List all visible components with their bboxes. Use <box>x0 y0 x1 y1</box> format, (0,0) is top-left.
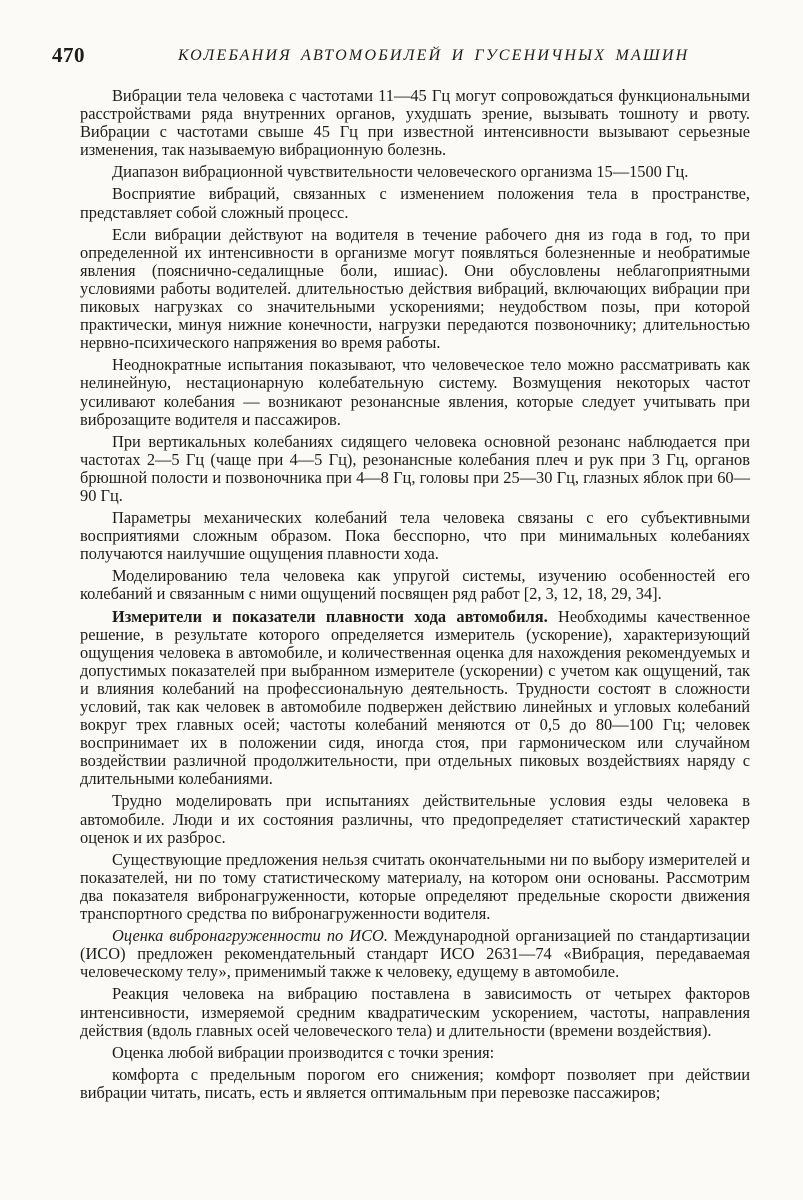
paragraph: Трудно моделировать при испытаниях действительные условия езды человека в автомобиле. Люди и их состояния различны, что предопределяет статистический характер оценок и их разброс. <box>80 791 750 847</box>
paragraph: Существующие предложения нельзя считать окончательными ни по выбору измерителей и показателей, ни по тому статистическому материалу, на котором они основаны. Рассмотрим два показателя вибронагруженности, которые определяют предельные скорости движения транспортного средства по вибронагруженности водителя. <box>80 849 750 924</box>
section-paragraph: Измерители и показатели плавности хода автомобиля. Необходимы качественное решение, в результате которого определяется измеритель (ускорение), характеризующий ощущения человека в автомобиле, и количественная оценка для нахождения рекомендуемых и допустимых показателей при выбранном измерителе (ускорении) с учетом как ощущений, так и влияния колебаний на профессиональную деятельность. Трудности состоят в сложности условий, так как человек в автомобиле подвержен действию линейных и угловых колебаний вокруг трех главных осей; частоты колебаний меняются от 0,5 до 80—100 Гц; человек воспринимает их в положении сидя, иногда стоя, при гармоническом или случайном воздействии различной продолжительности, при отдельных пиковых воздействиях наряду с длительными колебаниями. <box>80 606 751 789</box>
page-header <box>52 43 752 75</box>
paragraph: Диапазон вибрационной чувствительности человеческого организма 15—1500 Гц. <box>112 162 689 182</box>
paragraph: Вибрации тела человека с частотами 11—45 Гц могут сопровождаться функциональными расстройствами ряда внутренних органов, ухудшать зрение, вызывать тошноту и рвоту. Вибрации с частотами свыше 45 Гц при известной интенсивности вызывают серьезные изменения, так называемую вибрационную болезнь. <box>80 86 750 160</box>
paragraph: Восприятие вибраций, связанных с изменением положения тела в пространстве, представляет собой сложный процесс. <box>80 184 750 222</box>
paragraph: Параметры механических колебаний тела человека связаны с его субъективными восприятиями сложным образом. Пока бесспорно, что при минимальных колебаниях получаются наилучшие ощущения плавности хода. <box>80 508 750 564</box>
paragraph: При вертикальных колебаниях сидящего человека основной резонанс наблюдается при частотах 2—5 Гц (чаще при 4—5 Гц), резонансные колебания плеч и рук при 3 Гц, органов брюшной полости и позвоночника при 4—8 Гц, головы при 25—30 Гц, глазных яблок при 60—90 Гц. <box>80 431 750 505</box>
paragraph: Моделированию тела человека как упругой системы, изучению особенностей его колебаний и связанным с ними ощущений посвящен ряд работ [2, 3, 12, 18, 29, 34]. <box>80 566 750 604</box>
list-item: комфорта с предельным порогом его снижения; комфорт позволяет при действии вибрации читать, писать, есть и является оптимальным при перевозке пассажиров; <box>80 1064 750 1102</box>
paragraph: Неоднократные испытания показывают, что человеческое тело можно рассматривать как нелинейную, нестационарную колебательную систему. Возмущения некоторых частот усиливают колебания — возникают резонансные явления, которые следует учитывать при виброзащите водителя и пассажиров. <box>80 355 750 429</box>
section-heading: Измерители и показатели плавности хода автомобиля. <box>112 606 548 626</box>
subsection-heading: Оценка вибронагруженности по ИСО. <box>112 926 388 946</box>
page-number: 470 <box>52 43 85 67</box>
paragraph: Оценка любой вибрации производится с точки зрения: <box>112 1042 495 1062</box>
paragraph: Если вибрации действуют на водителя в течение рабочего дня из года в год, то при определенной их интенсивности в организме могут появляться болезненные и необратимые явления (пояснично-седалищные боли, ишиас). Они обусловлены неблагоприятными условиями работы водителей. длительностью действия вибраций, включающих вибрации при пиковых нагрузках со значительными ускорениями; неудобством позы, при которой практически, минуя нижние конечности, нагрузки передаются позвоночнику; длительностью нервно-психического напряжения во время работы. <box>80 224 750 353</box>
paragraph: Реакция человека на вибрацию поставлена в зависимость от четырех факторов интенсивности, измеряемой средним квадратическим ускорением, частоты, направления действия (вдоль главных осей человеческого тела) и длительности (времени воздействия). <box>80 984 750 1040</box>
body-text <box>80 87 750 1106</box>
subsection-paragraph: Оценка вибронагруженности по ИСО. Международной организацией по стандартизации (ИСО) предложен рекомендательный стандарт ИСО 2631—74 «Вибрация, передаваемая человеческому телу», применимый также к человеку, едущему в автомобиле. <box>80 926 750 982</box>
running-title: КОЛЕБАНИЯ АВТОМОБИЛЕЙ И ГУСЕНИЧНЫХ МАШИН <box>178 47 690 64</box>
